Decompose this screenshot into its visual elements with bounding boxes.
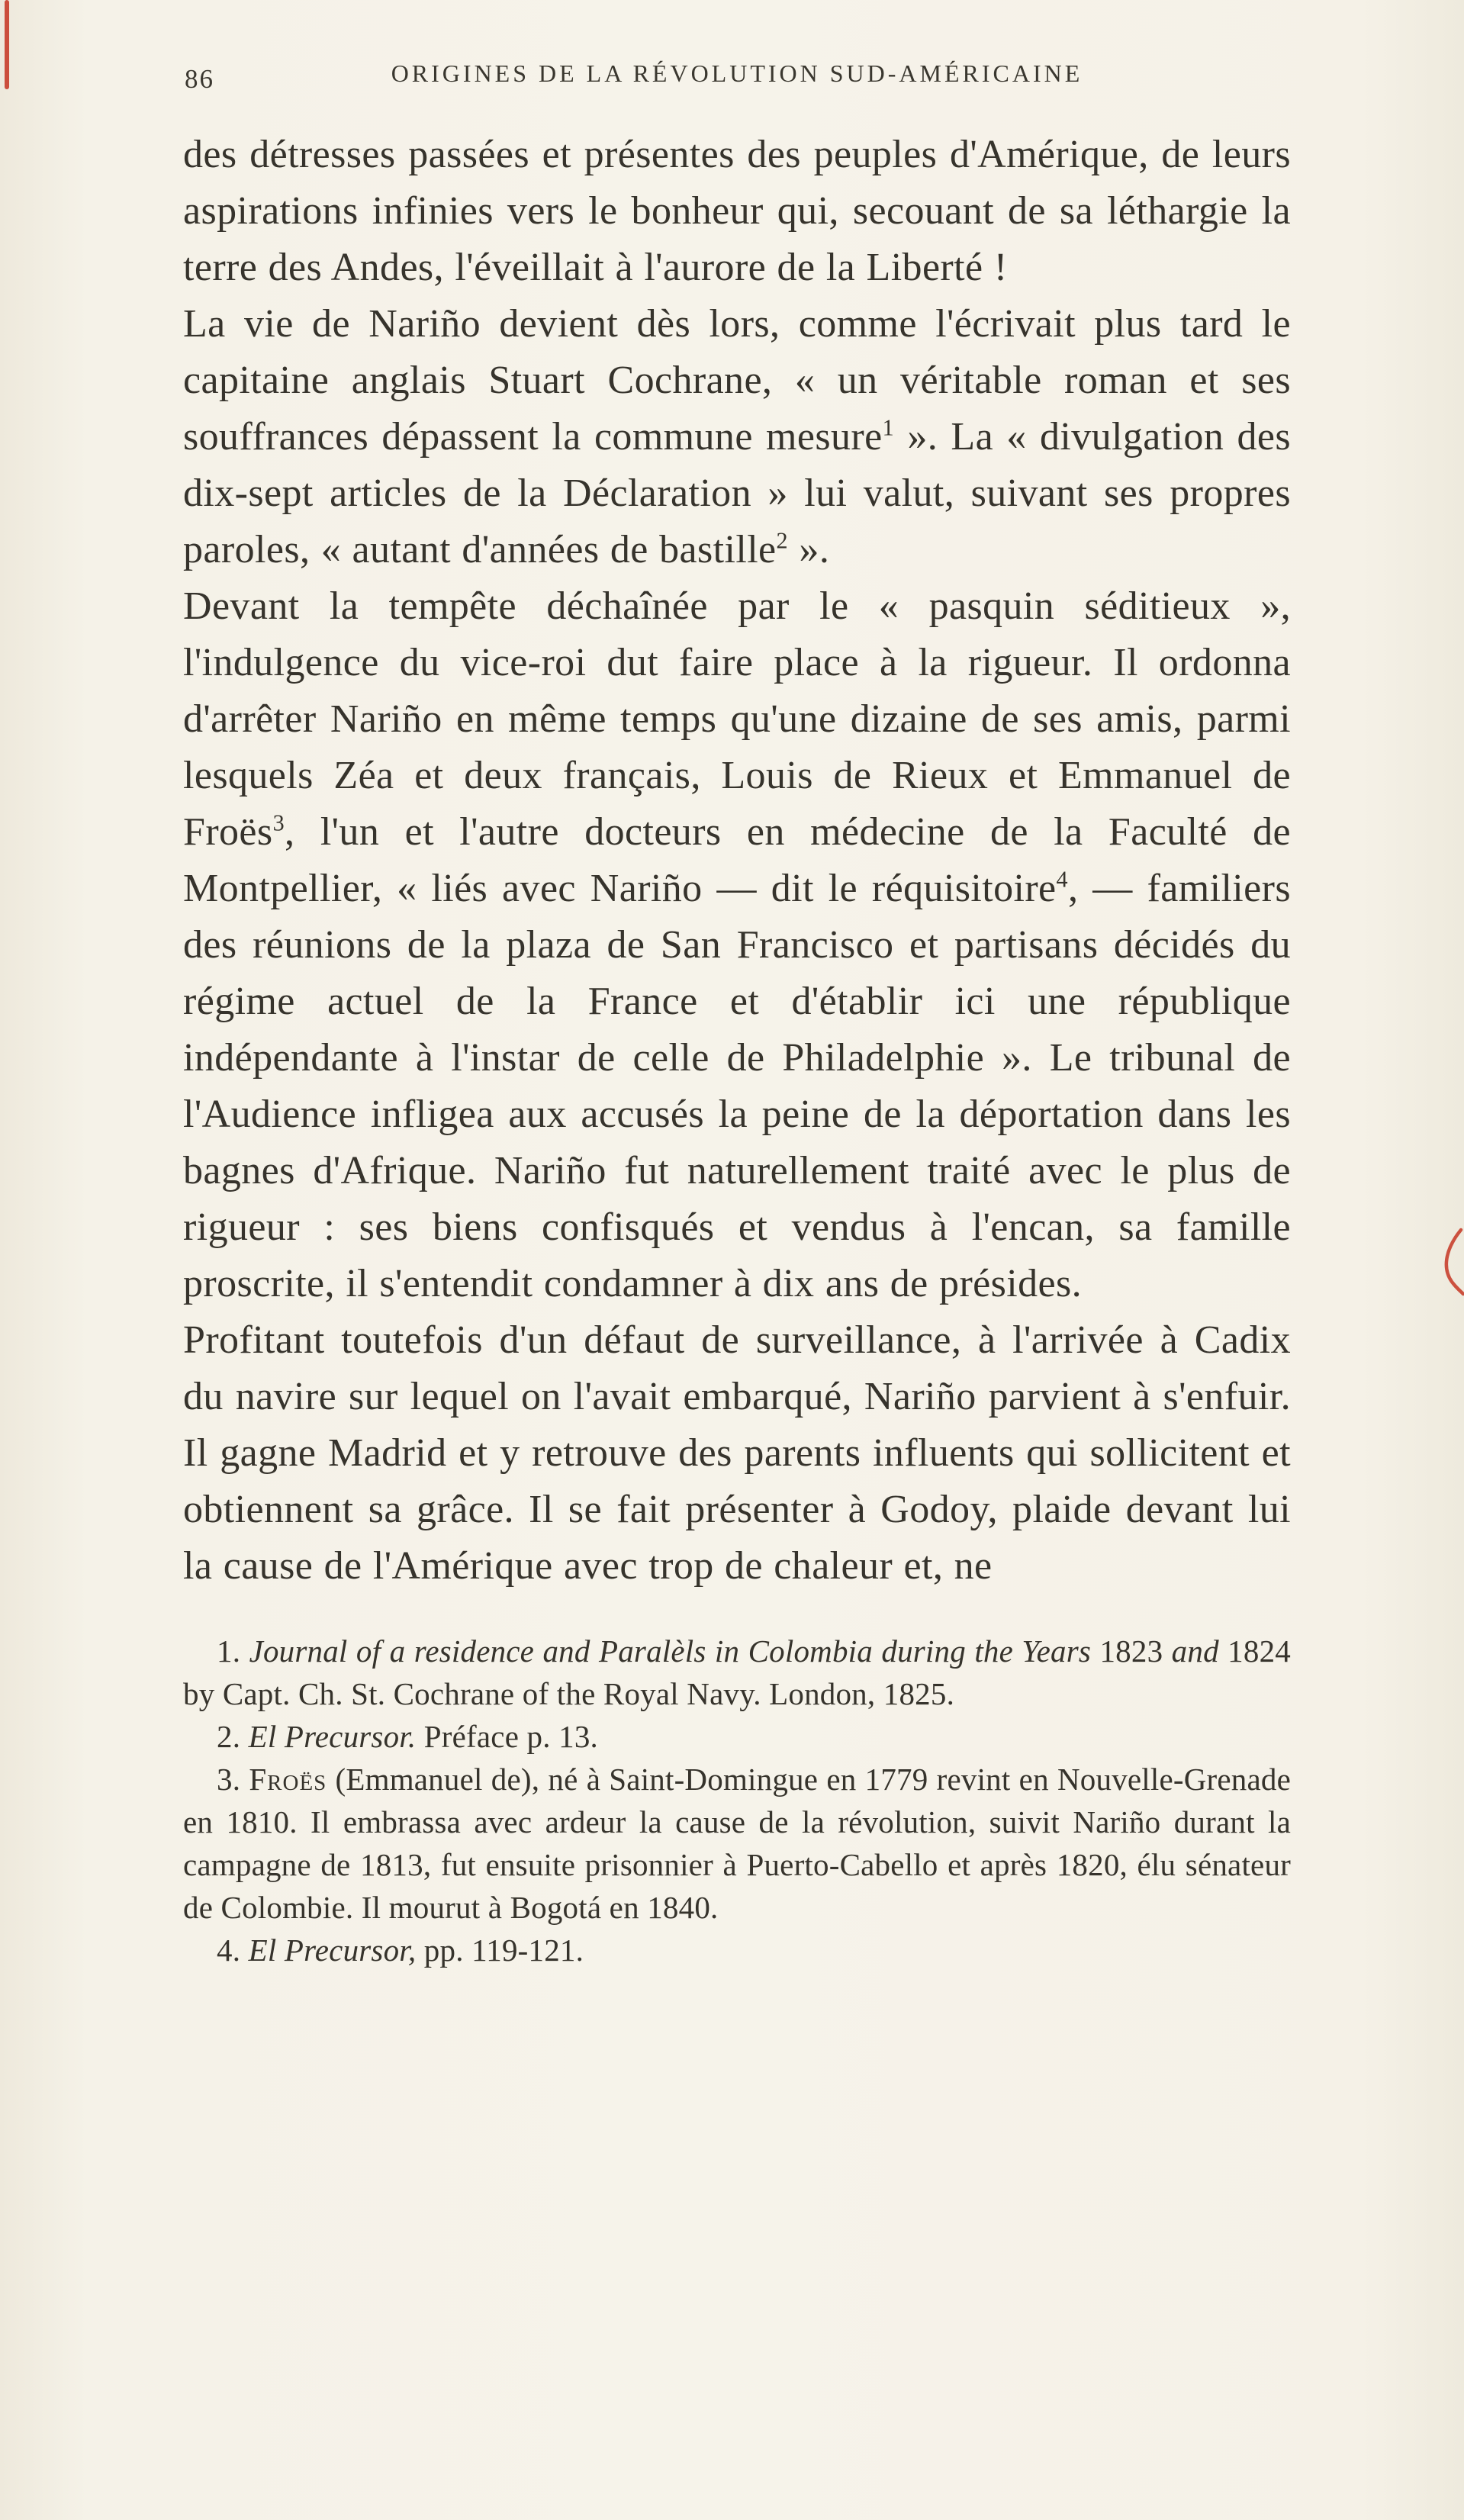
page-header (183, 60, 1291, 96)
text-run: 2. (217, 1719, 249, 1754)
running-title: ORIGINES DE LA RÉVOLUTION SUD-AMÉRICAINE (391, 60, 1083, 87)
paragraph (183, 1312, 1291, 1595)
footnote-marker: 3 (272, 809, 285, 836)
text-run: (Emmanuel de), né à Saint-Domingue en 1779 revint en Nouvelle-Grenade en 1810. Il embrassa avec ardeur la cause de la révolution, suivit Nariño durant la campagne de 1813, fut ensuite prisonnier à Puerto-Cabello et après 1820, élu sénateur de Colombie. Il mourut à Bogotá en 1840. (183, 1762, 1291, 1925)
text-run: La vie de Nariño devient dès lors, comme l'écrivait plus tard le capitaine anglais Stuart Cochrane, « un véritable roman et ses souffrances dépassent la commune mesure (183, 302, 1291, 459)
text-run: 1. (217, 1633, 249, 1669)
text-run-italic: El Precursor. (248, 1719, 417, 1754)
paragraph (183, 127, 1291, 296)
footnotes (183, 1630, 1291, 1971)
text-run: ». (788, 528, 830, 571)
text-run: pp. 119-121. (416, 1933, 584, 1968)
text-run: Devant la tempête déchaînée par le « pasquin séditieux », l'indulgence du vice-roi dut faire place à la rigueur. Il ordonna d'arrêter Nariño en même temps qu'une dizaine de ses amis, parmi lesquels Zéa et deux français, Louis de Rieux et Emmanuel de Froës (183, 584, 1291, 854)
text-run-italic: El Precursor, (248, 1933, 417, 1968)
text-run-italic: Journal of a residence and Paralèls in Colombia during the Years (249, 1633, 1092, 1669)
paragraph (183, 296, 1291, 578)
text-run: des détresses passées et présentes des peuples d'Amérique, de leurs aspirations infinies vers le bonheur qui, secouant de sa léthargie la terre des Andes, l'éveillait à l'aurore de la Liberté ! (183, 133, 1291, 289)
paragraph (183, 578, 1291, 1312)
footnote (183, 1630, 1291, 1715)
footnote-marker: 4 (1056, 866, 1069, 893)
footnote (183, 1715, 1291, 1758)
text-run: 1824 by Capt. Ch. St. Cochrane of the Royal Navy. London, 1825. (183, 1633, 1291, 1711)
text-run-italic: and (1171, 1633, 1219, 1669)
text-run: Préface p. 13. (416, 1719, 598, 1754)
text-run: 4. (217, 1933, 249, 1968)
text-run: 1823 (1091, 1633, 1172, 1669)
footnote-marker: 1 (882, 414, 895, 441)
text-run: , l'un et l'autre docteurs en médecine de la Faculté de Montpellier, « liés avec Nariño — dit le réquisitoire (183, 810, 1291, 910)
red-pen-mark (1435, 1227, 1464, 1301)
text-run: ». La « divulgation des dix-sept articles de la Déclaration » lui valut, suivant ses propres paroles, « autant d'années de bastille (183, 415, 1291, 571)
body-paragraphs (183, 127, 1291, 1595)
text-run: Profitant toutefois d'un défaut de surveillance, à l'arrivée à Cadix du navire sur lequel on l'avait embarqué, Nariño parvient à s'enfuir. Il gagne Madrid et y retrouve des parents influents qui sollicitent et obtiennent sa grâce. Il se fait présenter à Godoy, plaide devant lui la cause de l'Amérique avec trop de chaleur et, ne (183, 1318, 1291, 1588)
text-run-smallcaps: Froës (249, 1762, 327, 1797)
red-pen-stroke-icon (1435, 1227, 1464, 1297)
text-run: , — familiers des réunions de la plaza de San Francisco et partisans décidés du régime actuel de la France et d'établir ici une république indépendante à l'instar de celle de Philadelphie ». Le tribunal de l'Audience infligea aux accusés la peine de la déportation dans les bagnes d'Afrique. Nariño fut naturellement traité avec le plus de rigueur : ses biens confisqués et vendus à l'encan, sa famille proscrite, il s'entendit condamner à dix ans de présides. (183, 867, 1291, 1305)
footnote (183, 1929, 1291, 1971)
red-edge-mark (5, 0, 9, 89)
text-block (183, 60, 1291, 1971)
footnote (183, 1758, 1291, 1929)
page-number: 86 (185, 64, 214, 94)
footnote-marker: 2 (776, 527, 789, 554)
text-run: 3. (217, 1762, 249, 1797)
